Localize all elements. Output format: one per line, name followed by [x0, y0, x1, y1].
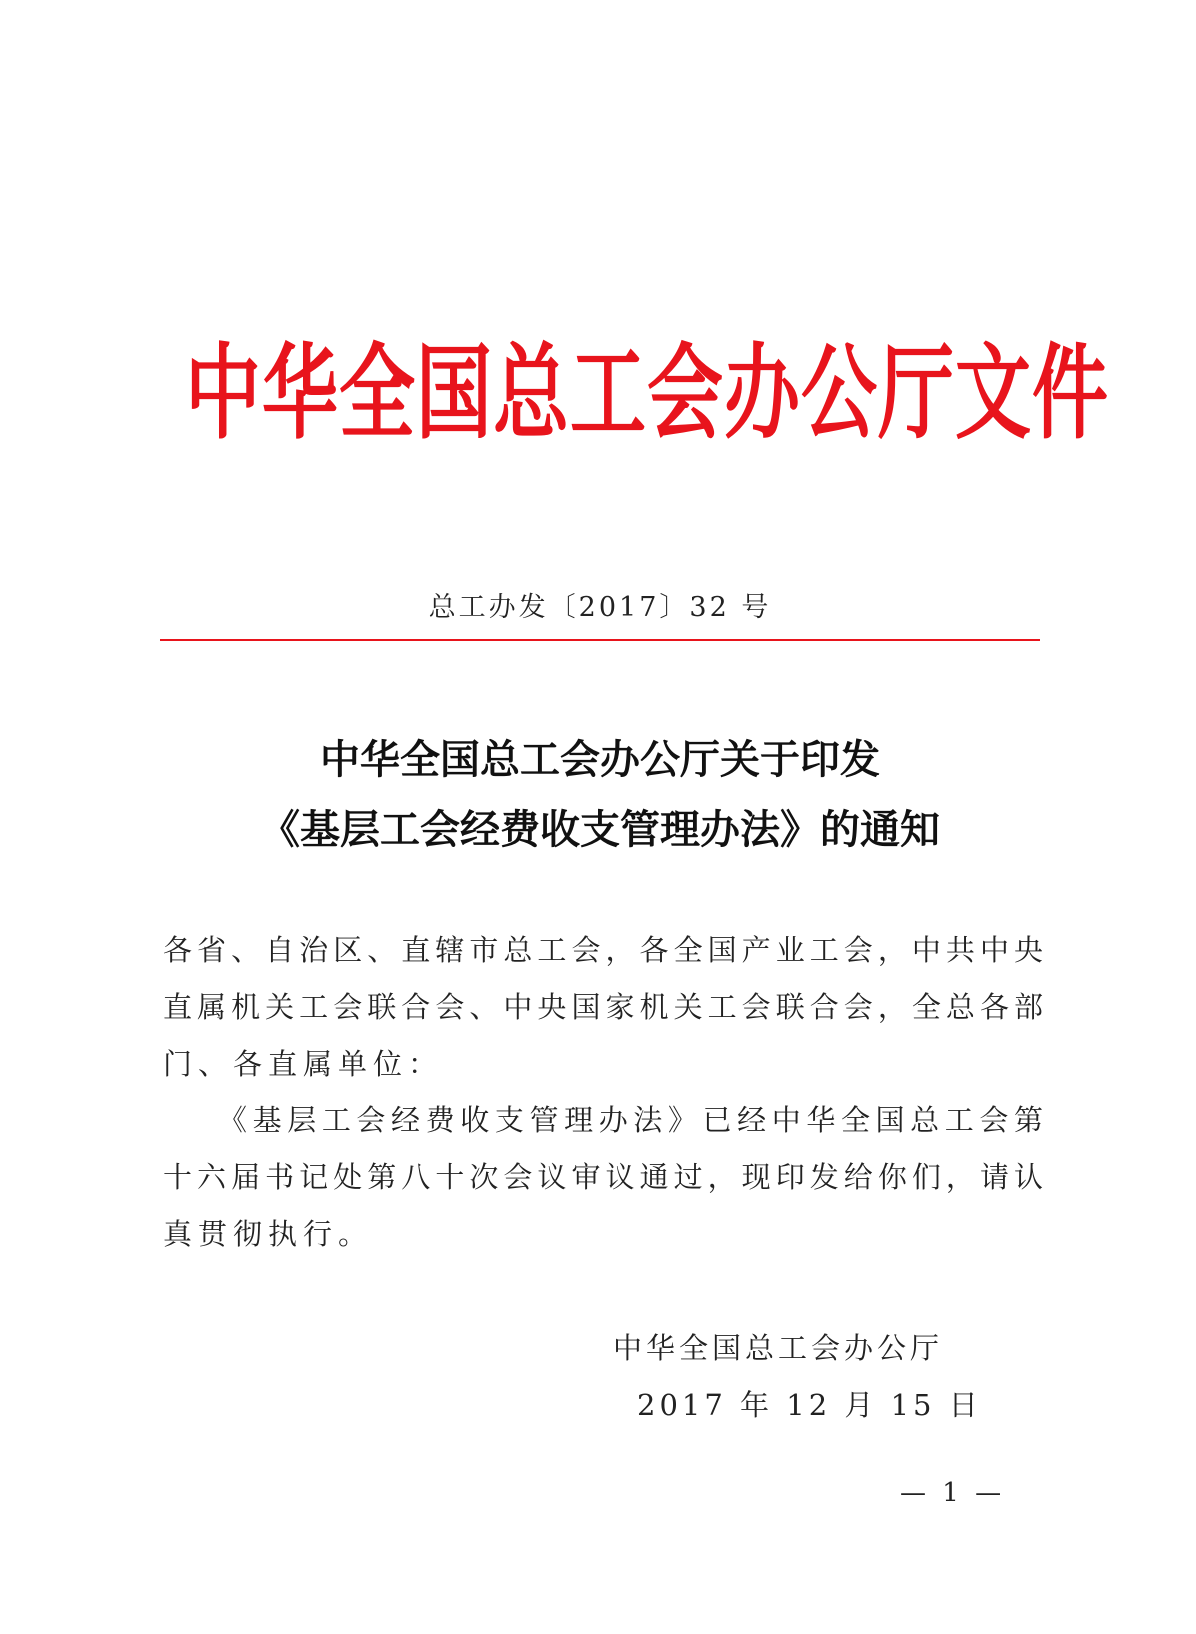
document-number: 总工办发〔2017〕32 号 — [428, 592, 772, 623]
page-number: — 1 — — [900, 1478, 1006, 1508]
notice-title-line-1: 中华全国总工会办公厅关于印发 — [320, 736, 880, 783]
signature-organization: 中华全国总工会办公厅 — [613, 1331, 944, 1365]
notice-title-line-2: 《基层工会经费收支管理办法》的通知 — [260, 806, 940, 853]
paragraph-line-3: 真贯彻执行。 — [163, 1217, 374, 1251]
red-divider-line — [160, 639, 1040, 641]
signature-date: 2017 年 12 月 15 日 — [637, 1388, 982, 1422]
addressee-line-3: 门、各直属单位： — [163, 1047, 444, 1081]
paragraph-line-2: 十六届书记处第八十次会议审议通过，现印发给你们，请认 — [163, 1160, 1043, 1194]
red-header-title: 中华全国总工会办公厅文件 — [185, 332, 1109, 453]
addressee-line-2: 直属机关工会联合会、中央国家机关工会联合会，全总各部 — [163, 990, 1043, 1024]
addressee-line-1: 各省、自治区、直辖市总工会，各全国产业工会，中共中央 — [163, 933, 1043, 967]
paragraph-line-1: 《基层工会经费收支管理办法》已经中华全国总工会第 — [218, 1103, 1043, 1137]
